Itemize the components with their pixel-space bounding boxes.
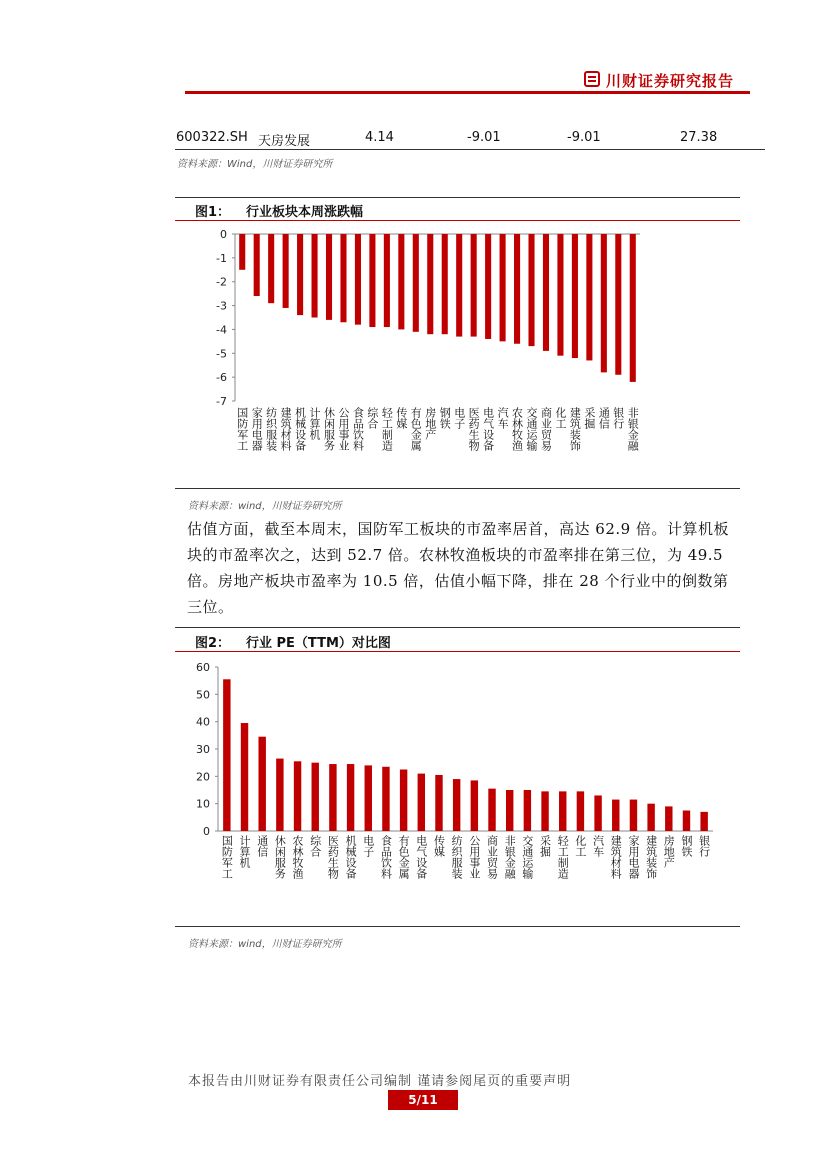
chart1-category-label: 机械设备 — [293, 407, 307, 451]
chart1-category-label: 房地产 — [423, 407, 437, 440]
chart2-bar — [258, 737, 265, 831]
chart1-bar — [369, 234, 375, 327]
chart1-category-label: 综合 — [365, 407, 379, 429]
chart1-category-label: 交通运输 — [525, 407, 539, 451]
chart1-bar — [557, 234, 563, 356]
chart2-bar — [647, 804, 654, 831]
chart1-ytick-label: -2 — [216, 275, 227, 289]
table-cell-v3: -9.01 — [567, 130, 601, 145]
table-divider — [175, 149, 765, 150]
chart2-bar — [594, 795, 601, 831]
chart2-category-label: 计算机 — [238, 835, 252, 868]
chart2-bar — [524, 790, 531, 831]
chart2-bar — [665, 806, 672, 831]
chart1-category-label: 轻工制造 — [380, 407, 394, 451]
chart2-category-label: 通信 — [255, 835, 269, 857]
chart1-ytick-label: -6 — [216, 371, 227, 385]
chart1-bar — [442, 234, 448, 334]
figure1-top-rule — [175, 197, 740, 198]
chart1-category-label: 建筑材料 — [279, 407, 293, 451]
chart1-bar — [283, 234, 289, 308]
chart1-bar — [528, 234, 534, 346]
chart2-ytick-label: 50 — [196, 688, 210, 702]
chart1-category-label: 通信 — [597, 407, 611, 429]
figure2-source: 资料来源：wind，川财证券研究所 — [188, 939, 342, 950]
chart1-bar — [355, 234, 361, 325]
chart2-category-label: 医药生物 — [326, 835, 340, 879]
footer-disclaimer: 本报告由川财证券有限责任公司编制 谨请参阅尾页的重要声明 — [188, 1074, 572, 1089]
chart1-category-label: 非银金融 — [626, 407, 640, 451]
chart2-bar — [630, 800, 637, 831]
chart2-bar — [559, 791, 566, 831]
figure1-source: 资料来源：wind，川财证券研究所 — [188, 501, 342, 512]
chart1-category-label: 医药生物 — [467, 407, 481, 451]
body-paragraph: 估值方面，截至本周末，国防军工板块的市盈率居首，高达 62.9 倍。计算机板块的市盈率次之，达到 52.7 倍。农林牧渔板块的市盈率排在第三位，为 49.5 倍。房地产板块市盈率为 10.5 倍，估值小幅下降，排在 28 个行业中的倒数第三位。 — [187, 520, 729, 616]
chart1-category-label: 商业贸易 — [539, 407, 553, 451]
chart1-bar — [239, 234, 245, 270]
chart2-bar — [312, 763, 319, 831]
chart2-bar — [241, 723, 248, 831]
chart1-bar — [514, 234, 520, 344]
chart1-bar — [427, 234, 433, 334]
chart1-category-label: 农林牧渔 — [510, 407, 524, 451]
chart1-ytick-label: -5 — [216, 347, 227, 361]
chart2-bar — [541, 791, 548, 831]
chart2-category-label: 国防军工 — [220, 835, 234, 879]
chart2-category-label: 电气设备 — [414, 835, 428, 879]
figure2-bottom-rule — [175, 926, 740, 927]
chart1-bar — [456, 234, 462, 337]
chart2-category-label: 非银金融 — [503, 835, 517, 879]
chart1-bar — [485, 234, 491, 339]
chart2-category-label: 交通运输 — [520, 835, 534, 879]
chart2-category-label: 房地产 — [662, 835, 676, 868]
chart1-bar — [413, 234, 419, 332]
chart2-bar — [294, 761, 301, 831]
chart2-category-label: 银行 — [697, 835, 711, 857]
chart2-bar — [329, 764, 336, 831]
chart1-bar — [586, 234, 592, 360]
chart1-category-label: 化工 — [553, 407, 567, 429]
figure1-title: 行业板块本周涨跌幅 — [246, 205, 364, 220]
chart2-category-label: 建筑材料 — [609, 835, 623, 879]
chart2-bar — [365, 765, 372, 831]
chart1-bar — [326, 234, 332, 320]
chart1-bar — [471, 234, 477, 337]
chart2-category-label: 化工 — [573, 835, 587, 857]
figure1-label: 图1： — [195, 205, 231, 220]
chart2-category-label: 休闲服务 — [273, 835, 287, 879]
chart2-bar — [506, 790, 513, 831]
chart2-category-label: 采掘 — [538, 835, 552, 857]
chart2-ytick-label: 60 — [196, 661, 210, 674]
figure2-title: 行业 PE（TTM）对比图 — [246, 636, 391, 651]
chart2-category-label: 传媒 — [432, 835, 446, 857]
chart1-category-label: 传媒 — [394, 407, 408, 429]
chart2-bar — [471, 780, 478, 831]
chart1-category-label: 钢铁 — [438, 407, 452, 429]
chart1-bar — [297, 234, 303, 315]
chart1-category-label: 国防军工 — [235, 407, 249, 451]
chart1-category-label: 电子 — [452, 407, 466, 429]
logo-icon — [584, 71, 600, 87]
chart1-category-label: 休闲服务 — [322, 407, 336, 451]
chart2-ytick-label: 0 — [203, 825, 210, 838]
chart1-bar — [630, 234, 636, 382]
chart2-category-label: 商业贸易 — [485, 835, 499, 879]
chart1-bar — [384, 234, 390, 327]
chart1-category-label: 公用事业 — [336, 407, 350, 451]
source-note-top: 资料来源：Wind，川财证券研究所 — [177, 159, 333, 170]
chart2-ytick-label: 20 — [196, 770, 210, 784]
chart1-ytick-label: -3 — [216, 299, 227, 313]
figure1-title-rule — [175, 220, 740, 221]
chart2-category-label: 纺织服装 — [450, 835, 464, 879]
chart1-bar — [312, 234, 318, 318]
chart1-bar — [398, 234, 404, 329]
chart1-ytick-label: -1 — [216, 251, 227, 265]
chart2-category-label: 公用事业 — [467, 835, 481, 879]
chart2-category-label: 钢铁 — [679, 835, 693, 857]
chart2-bar — [700, 812, 707, 831]
chart1-category-label: 银行 — [611, 407, 625, 429]
chart1-ytick-label: 0 — [220, 228, 227, 241]
chart1-category-label: 建筑装饰 — [568, 407, 582, 451]
figure2-title-rule — [175, 651, 740, 652]
chart1-bar — [572, 234, 578, 358]
chart1-category-label: 食品饮料 — [351, 407, 365, 451]
chart1-category-label: 纺织服装 — [264, 407, 278, 451]
page-number: 5/11 — [388, 1090, 458, 1110]
chart2-ytick-label: 40 — [196, 715, 210, 729]
chart1-bar — [254, 234, 260, 296]
chart2-category-label: 机械设备 — [344, 835, 358, 879]
chart2-category-label: 建筑装饰 — [644, 835, 658, 879]
chart1-bar — [340, 234, 346, 322]
chart1-category-label: 汽车 — [496, 407, 510, 429]
chart2-bar — [347, 764, 354, 831]
chart2-bar — [400, 770, 407, 832]
header-divider — [185, 91, 750, 94]
chart1-bar — [615, 234, 621, 375]
chart2-category-label: 电子 — [361, 835, 375, 857]
figure2-label: 图2： — [195, 636, 231, 651]
header-brand: 川财证券研究报告 — [606, 72, 735, 90]
chart1-category-label: 计算机 — [308, 407, 322, 440]
chart2-category-label: 有色金属 — [397, 835, 411, 879]
table-cell-name: 天房发展 — [258, 134, 311, 149]
chart1-category-label: 家用电器 — [250, 407, 264, 451]
chart2-bar — [488, 789, 495, 831]
figure1-bottom-rule — [175, 488, 740, 489]
chart1-ytick-label: -4 — [216, 323, 227, 337]
table-cell-v2: -9.01 — [467, 130, 501, 145]
chart2-category-label: 家用电器 — [626, 835, 640, 879]
chart2-ytick-label: 30 — [196, 743, 210, 756]
chart2-bar — [418, 774, 425, 831]
chart2-bar — [453, 779, 460, 831]
chart2-category-label: 轻工制造 — [556, 835, 570, 879]
chart1-bar — [500, 234, 506, 341]
chart2-bar — [223, 679, 230, 831]
chart2-bar — [382, 767, 389, 831]
chart1-bar — [543, 234, 549, 351]
chart2-category-label: 汽车 — [591, 835, 605, 857]
chart1-ytick-label: -7 — [216, 395, 227, 408]
chart2-bar — [683, 811, 690, 832]
chart2-category-label: 综合 — [308, 835, 322, 857]
figure2-top-rule — [175, 627, 740, 628]
chart2-ytick-label: 10 — [196, 797, 210, 811]
chart2-bar — [276, 759, 283, 831]
chart2-bar — [435, 775, 442, 831]
chart1-bar — [268, 234, 274, 303]
table-cell-v1: 4.14 — [365, 130, 394, 145]
chart1-category-label: 电气设备 — [481, 407, 495, 451]
table-cell-v4: 27.38 — [680, 130, 718, 145]
chart2-bar — [577, 791, 584, 831]
chart2-category-label: 农林牧渔 — [291, 835, 305, 879]
chart1-category-label: 采掘 — [582, 407, 596, 429]
table-cell-code: 600322.SH — [176, 130, 248, 145]
chart1-bar — [601, 234, 607, 372]
chart2-category-label: 食品饮料 — [379, 835, 393, 879]
chart2-bar — [612, 800, 619, 831]
chart1-category-label: 有色金属 — [409, 407, 423, 451]
